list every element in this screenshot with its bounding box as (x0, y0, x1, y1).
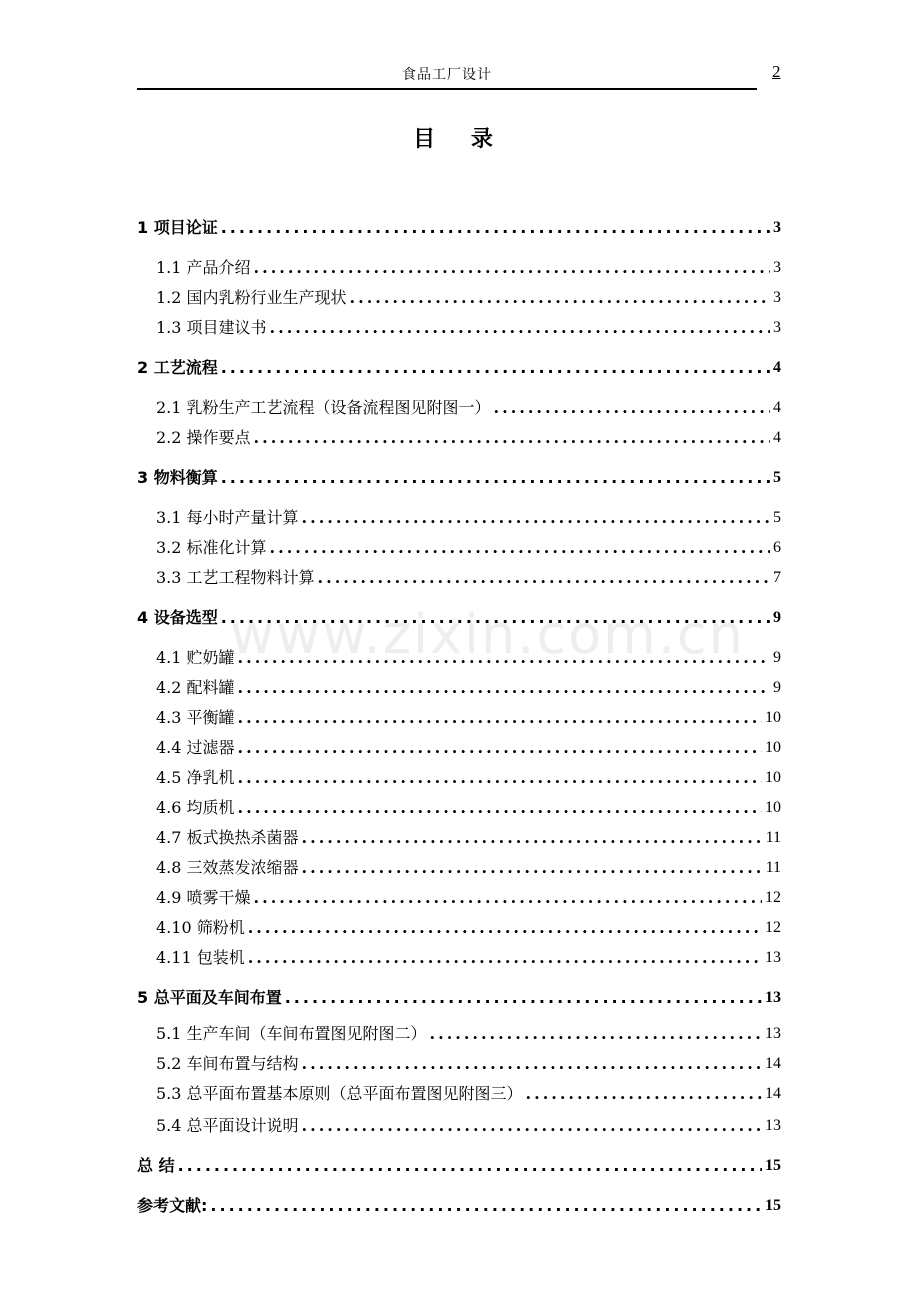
toc-entry-title: 4 设备选型 (137, 608, 218, 627)
toc-entry-page: 9 (773, 679, 781, 696)
toc-leader-dots (302, 858, 763, 878)
toc-entry[interactable] (137, 944, 781, 968)
toc-leader-dots (526, 1084, 762, 1104)
toc-leader-dots (238, 708, 762, 728)
toc-entry[interactable] (137, 734, 781, 758)
toc-entry-title: 3.1 每小时产量计算 (156, 508, 299, 527)
toc-entry-title: 4.5 净乳机 (156, 768, 235, 787)
toc-leader-dots (254, 428, 770, 448)
toc-entry-title: 1.2 国内乳粉行业生产现状 (156, 288, 347, 307)
toc-entry-page: 13 (765, 989, 781, 1006)
toc-entry-page: 15 (765, 1157, 781, 1174)
toc-entry[interactable] (137, 534, 781, 558)
toc-entry-page: 14 (765, 1085, 781, 1102)
toc-leader-dots (238, 768, 762, 788)
toc-entry[interactable] (137, 854, 781, 878)
toc-leader-dots (318, 568, 770, 588)
toc-entry[interactable] (137, 764, 781, 788)
toc-leader-dots (494, 398, 770, 418)
toc-entry-title: 2.1 乳粉生产工艺流程（设备流程图见附图一） (156, 398, 491, 417)
toc-entry[interactable] (137, 884, 781, 908)
toc-leader-dots (238, 738, 762, 758)
toc-entry-page: 5 (773, 469, 781, 486)
toc-entry-page: 14 (765, 1055, 781, 1072)
toc-entry-page: 4 (773, 429, 781, 446)
toc-entry[interactable] (137, 674, 781, 698)
toc-entry-page: 10 (765, 769, 781, 786)
toc-entry-page: 9 (773, 609, 781, 626)
toc-leader-dots (302, 508, 770, 528)
toc-entry-page: 3 (773, 259, 781, 276)
toc-entry[interactable] (137, 1020, 781, 1044)
page-number: 2 (772, 62, 781, 81)
toc-leader-dots (270, 538, 770, 558)
toc-entry-page: 10 (765, 739, 781, 756)
toc-entry-page: 9 (773, 649, 781, 666)
toc-entry-title: 3 物料衡算 (137, 468, 218, 487)
toc-entry-title: 4.11 包装机 (156, 948, 245, 967)
toc-entry-title: 4.4 过滤器 (156, 738, 235, 757)
toc-entry[interactable] (137, 704, 781, 728)
toc-leader-dots (221, 468, 770, 488)
toc-entry-page: 6 (773, 539, 781, 556)
toc-leader-dots (430, 1024, 762, 1044)
toc-leader-dots (302, 1054, 762, 1074)
toc-entry-title: 4.9 喷雾干燥 (156, 888, 251, 907)
toc-entry-page: 12 (765, 919, 781, 936)
toc-entry-title: 1 项目论证 (137, 218, 218, 237)
toc-leader-dots (178, 1156, 762, 1176)
toc-entry-page: 3 (773, 319, 781, 336)
toc-entry[interactable] (137, 824, 781, 848)
toc-entry[interactable] (137, 914, 781, 938)
toc-leader-dots (238, 798, 762, 818)
toc-leader-dots (238, 678, 770, 698)
toc-entry[interactable] (137, 504, 781, 528)
toc-entry-title: 5 总平面及车间布置 (137, 988, 282, 1007)
toc-leader-dots (210, 1196, 762, 1216)
toc-entry-page: 4 (773, 359, 781, 376)
toc-entry-title: 4.10 筛粉机 (156, 918, 245, 937)
toc-entry[interactable] (137, 394, 781, 418)
toc-entry-title: 1.1 产品介绍 (156, 258, 251, 277)
toc-entry-page: 13 (765, 949, 781, 966)
toc-entry-title: 4.3 平衡罐 (156, 708, 235, 727)
toc-entry-page: 7 (773, 569, 781, 586)
toc-entry-page: 5 (773, 509, 781, 526)
toc-entry-page: 4 (773, 399, 781, 416)
toc-entry[interactable] (137, 1192, 781, 1216)
toc-leader-dots (238, 648, 770, 668)
toc-leader-dots (302, 1116, 762, 1136)
toc-entry[interactable] (137, 354, 781, 378)
toc-entry-title: 5.1 生产车间（车间布置图见附图二） (156, 1024, 427, 1043)
toc-entry[interactable] (137, 604, 781, 628)
toc-entry-title: 4.1 贮奶罐 (156, 648, 235, 667)
toc-entry[interactable] (137, 284, 781, 308)
toc-entry-title: 1.3 项目建议书 (156, 318, 267, 337)
toc-entry[interactable] (137, 1112, 781, 1136)
header-title: 食品工厂设计 (402, 67, 492, 83)
toc-leader-dots (221, 218, 770, 238)
toc-entry-page: 15 (765, 1197, 781, 1214)
toc-entry-page: 3 (773, 289, 781, 306)
toc-entry-title: 2.2 操作要点 (156, 428, 251, 447)
toc-entry-title: 4.2 配料罐 (156, 678, 235, 697)
toc-entry-page: 13 (765, 1025, 781, 1042)
page-header (137, 62, 757, 90)
toc-leader-dots (350, 288, 770, 308)
toc-leader-dots (270, 318, 770, 338)
toc-entry[interactable] (137, 254, 781, 278)
toc-entry-page: 13 (765, 1117, 781, 1134)
toc-entry-title: 3.3 工艺工程物料计算 (156, 568, 315, 587)
toc-entry[interactable] (137, 214, 781, 238)
toc-entry-title: 参考文献: (137, 1196, 208, 1215)
toc-entry-page: 11 (765, 859, 781, 876)
toc-entry-title: 5.3 总平面布置基本原则（总平面布置图见附图三） (156, 1084, 523, 1103)
toc-leader-dots (248, 948, 762, 968)
toc-entry-title: 4.6 均质机 (156, 798, 235, 817)
toc-entry[interactable] (137, 1050, 781, 1074)
toc-leader-dots (254, 258, 770, 278)
toc-entry-page: 3 (773, 219, 781, 236)
toc-entry-title: 总 结 (137, 1156, 175, 1175)
toc-entry[interactable] (137, 794, 781, 818)
toc-entry-title: 4.8 三效蒸发浓缩器 (156, 858, 299, 877)
toc-entry-title: 2 工艺流程 (137, 358, 218, 377)
toc-entry[interactable] (137, 464, 781, 488)
toc-entry-title: 5.2 车间布置与结构 (156, 1054, 299, 1073)
toc-entry[interactable] (137, 1080, 781, 1104)
toc-leader-dots (248, 918, 762, 938)
toc-entry-title: 5.4 总平面设计说明 (156, 1116, 299, 1135)
toc-leader-dots (285, 988, 762, 1008)
toc-leader-dots (221, 608, 770, 628)
toc-entry[interactable] (137, 644, 781, 668)
toc-entry[interactable] (137, 314, 781, 338)
toc-entry-page: 11 (765, 829, 781, 846)
toc-leader-dots (302, 828, 763, 848)
toc-leader-dots (221, 358, 770, 378)
watermark: www.zixin.com.cn (230, 603, 745, 666)
toc-entry-title: 4.7 板式换热杀菌器 (156, 828, 299, 847)
toc-entry-page: 10 (765, 709, 781, 726)
toc-entry[interactable] (137, 424, 781, 448)
document-title: 目 录 (413, 127, 507, 152)
toc-entry[interactable] (137, 1152, 781, 1176)
toc-entry-page: 12 (765, 889, 781, 906)
toc-entry-page: 10 (765, 799, 781, 816)
toc-entry[interactable] (137, 564, 781, 588)
toc-entry[interactable] (137, 984, 781, 1008)
toc-leader-dots (254, 888, 762, 908)
toc-entry-title: 3.2 标准化计算 (156, 538, 267, 557)
